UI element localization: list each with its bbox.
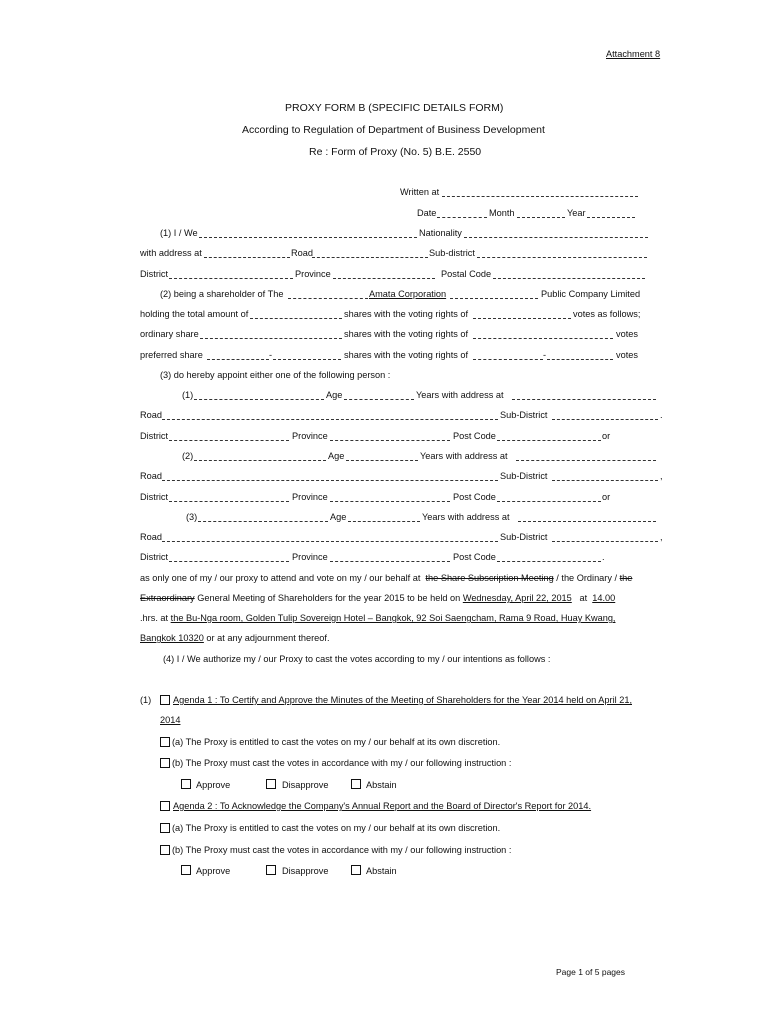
written-at-field[interactable] <box>442 196 638 197</box>
person-2-district-field[interactable] <box>169 501 289 502</box>
total-votes-field[interactable] <box>473 318 571 319</box>
meeting-venue-postcode: Bangkok 10320 <box>140 633 204 643</box>
pcl-label: Public Company Limited <box>541 289 641 299</box>
person-3-road-field[interactable] <box>162 541 498 542</box>
agenda-2-option-b-checkbox[interactable] <box>160 845 170 855</box>
sub-district-field[interactable] <box>477 257 647 258</box>
agenda-1-option-a-checkbox[interactable] <box>160 737 170 747</box>
province-label: Province <box>295 269 331 279</box>
with-address-label: with address at <box>140 248 202 258</box>
person-2-sub-district-field[interactable] <box>552 480 658 481</box>
ordinary-votes-field[interactable] <box>473 338 613 339</box>
person-2-province-label: Province <box>292 492 328 502</box>
date-field[interactable] <box>437 217 487 218</box>
month-label: Month <box>489 208 515 218</box>
agenda-2-option-b-label: (b) The Proxy must cast the votes in accordance with my / our following instruction : <box>172 845 512 855</box>
road-label: Road <box>291 248 313 258</box>
attachment-label: Attachment 8 <box>606 49 661 59</box>
person-3-period: . <box>602 552 605 562</box>
holding-total-label: holding the total amount of <box>140 309 249 319</box>
total-shares-field[interactable] <box>250 318 342 319</box>
appoint-label: (3) do hereby appoint either one of the following person : <box>160 370 391 380</box>
extraordinary-struck: Extraordinary <box>140 593 195 603</box>
page-number: Page 1 of 5 pages <box>556 967 626 977</box>
person-2-sub-district-label: Sub-District <box>500 471 548 481</box>
person-1-age-label: Age <box>326 390 343 400</box>
proxy-paragraph-line1 <box>140 572 632 584</box>
meeting-venue: the Bu-Nga room, Golden Tulip Sovereign Hotel – Bangkok, 92 Soi Saengcham, Rama 9 Road, Huay Kwang, <box>170 613 616 623</box>
person-2-or: or <box>602 492 611 502</box>
person-1-name-field[interactable] <box>194 399 324 400</box>
person-3-post-code-field[interactable] <box>497 561 601 562</box>
person-1-district-field[interactable] <box>169 440 289 441</box>
preferred-voting-label: shares with the voting rights of <box>344 350 469 360</box>
shareholder-of-label: (2) being a shareholder of The <box>160 289 284 299</box>
month-field[interactable] <box>517 217 565 218</box>
preferred-shares-field-a <box>207 359 269 360</box>
person-2-district-label: District <box>140 492 169 502</box>
agenda-2-abstain-label: Abstain <box>366 866 397 876</box>
person-1-province-field[interactable] <box>330 440 450 441</box>
preferred-share-label: preferred share <box>140 350 203 360</box>
shareholder-blank-1 <box>288 298 368 299</box>
person-2-number: (2) <box>182 451 194 461</box>
year-field[interactable] <box>587 217 635 218</box>
agenda-2-approve-label: Approve <box>196 866 231 876</box>
province-field[interactable] <box>333 278 435 279</box>
proxy-paragraph-line3 <box>140 612 615 624</box>
person-3-district-field[interactable] <box>169 561 289 562</box>
agenda-2-option-a-label: (a) The Proxy is entitled to cast the votes on my / our behalf at its own discretion. <box>172 823 501 833</box>
postal-code-field[interactable] <box>493 278 645 279</box>
person-3-sub-district-field[interactable] <box>552 541 658 542</box>
agenda-2-title: Agenda 2 : To Acknowledge the Company's Annual Report and the Board of Director's Report for 2014. <box>173 801 592 811</box>
form-subtitle-reference: Re : Form of Proxy (No. 5) B.E. 2550 <box>309 146 482 158</box>
person-2-name-field[interactable] <box>194 460 326 461</box>
share-subscription-struck: the Share Subscription Meeting <box>425 573 554 583</box>
year-label: Year <box>567 208 586 218</box>
person-3-province-label: Province <box>292 552 328 562</box>
agenda-1-approve-label: Approve <box>196 780 231 790</box>
agenda-2-abstain-checkbox[interactable] <box>351 865 361 875</box>
i-we-label: (1) I / We <box>160 228 198 238</box>
person-2-post-code-label: Post Code <box>453 492 496 502</box>
person-3-number: (3) <box>186 512 198 522</box>
ordinary-voting-label: shares with the voting rights of <box>344 329 469 339</box>
ordinary-votes-label: votes <box>616 329 638 339</box>
written-at-label: Written at <box>400 187 440 197</box>
adjournment-text: or at any adjournment thereof. <box>206 633 330 643</box>
district-field[interactable] <box>169 278 293 279</box>
person-2-age-field[interactable] <box>346 460 418 461</box>
person-3-years-label: Years with address at <box>422 512 510 522</box>
agenda-1-disapprove-label: Disapprove <box>282 780 329 790</box>
person-1-number: (1) <box>182 390 194 400</box>
preferred-shares-dash: - <box>269 350 273 360</box>
name-field[interactable] <box>199 237 417 238</box>
proxy-paragraph-line2 <box>140 592 615 604</box>
agenda-2-checkbox[interactable] <box>160 801 170 811</box>
agenda-1-option-b-label: (b) The Proxy must cast the votes in accordance with my / our following instruction : <box>172 758 512 768</box>
shareholder-blank-2 <box>450 298 538 299</box>
form-subtitle-regulation: According to Regulation of Department of Business Development <box>242 124 545 136</box>
agenda-1-abstain-label: Abstain <box>366 780 397 790</box>
person-1-road-end: . <box>660 410 663 420</box>
preferred-votes-label: votes <box>616 350 638 360</box>
person-3-name-field[interactable] <box>198 521 328 522</box>
agenda-1-option-b-checkbox[interactable] <box>160 758 170 768</box>
agenda-1-title-cont: 2014 <box>160 715 181 725</box>
sub-district-label: Sub-district <box>429 248 475 258</box>
person-2-age-label: Age <box>328 451 345 461</box>
meeting-date: Wednesday, April 22, 2015 <box>462 593 572 603</box>
agenda-1-title: Agenda 1 : To Certify and Approve the Minutes of the Meeting of Shareholders for the Year 2014 held on April 21, <box>173 695 632 705</box>
meeting-time: 14.00 <box>592 593 616 603</box>
meeting-text: General Meeting of Shareholders for the year 2015 to be held on <box>197 593 461 603</box>
nationality-label: Nationality <box>419 228 462 238</box>
person-3-age-field[interactable] <box>348 521 420 522</box>
person-1-post-code-label: Post Code <box>453 431 496 441</box>
person-1-sub-district-field[interactable] <box>552 419 658 420</box>
agenda-2-disapprove-checkbox[interactable] <box>266 865 276 875</box>
person-3-address-field[interactable] <box>518 521 656 522</box>
agenda-item-number: (1) <box>140 695 152 705</box>
nationality-field[interactable] <box>464 237 648 238</box>
person-1-sub-district-label: Sub-District <box>500 410 548 420</box>
agenda-1-approve-checkbox[interactable] <box>181 779 191 789</box>
agenda-1-option-a-label: (a) The Proxy is entitled to cast the votes on my / our behalf at its own discretion. <box>172 737 501 747</box>
person-2-province-field[interactable] <box>330 501 450 502</box>
ordinary-shares-field[interactable] <box>200 338 342 339</box>
preferred-votes-field-a <box>473 359 543 360</box>
agenda-2-option-a-checkbox[interactable] <box>160 823 170 833</box>
person-1-address-field[interactable] <box>512 399 656 400</box>
agenda-1-checkbox[interactable] <box>160 695 170 705</box>
ordinary-text: the Ordinary / <box>561 573 618 583</box>
person-1-district-label: District <box>140 431 169 441</box>
person-1-age-field[interactable] <box>344 399 414 400</box>
person-1-years-label: Years with address at <box>416 390 504 400</box>
ordinary-share-label: ordinary share <box>140 329 199 339</box>
district-label: District <box>140 269 169 279</box>
postal-code-label: Postal Code <box>441 269 492 279</box>
at-text: at <box>579 593 588 603</box>
hrs-text: .hrs. at <box>140 613 169 623</box>
person-2-road-field[interactable] <box>162 480 498 481</box>
person-3-age-label: Age <box>330 512 347 522</box>
agenda-2-disapprove-label: Disapprove <box>282 866 329 876</box>
person-2-road-label: Road <box>140 471 162 481</box>
person-2-years-label: Years with address at <box>420 451 508 461</box>
person-3-road-end: , <box>660 532 663 542</box>
person-2-road-end: , <box>660 471 663 481</box>
shares-voting-label: shares with the voting rights of <box>344 309 469 319</box>
person-1-or: or <box>602 431 611 441</box>
preferred-shares-field-b <box>273 359 341 360</box>
proxy-paragraph-line4 <box>140 632 330 644</box>
person-1-province-label: Province <box>292 431 328 441</box>
person-3-post-code-label: Post Code <box>453 552 496 562</box>
person-3-road-label: Road <box>140 532 162 542</box>
preferred-votes-field-b <box>547 359 613 360</box>
proxy-paragraph-text: as only one of my / our proxy to attend and vote on my / our behalf at <box>140 573 421 583</box>
person-2-post-code-field[interactable] <box>497 501 601 502</box>
preferred-votes-dash: - <box>543 350 547 360</box>
date-label: Date <box>417 208 437 218</box>
company-name: Amata Corporation <box>369 289 447 299</box>
person-1-road-field[interactable] <box>162 419 498 420</box>
person-1-road-label: Road <box>140 410 162 420</box>
agenda-1-disapprove-checkbox[interactable] <box>266 779 276 789</box>
address-field[interactable] <box>204 257 290 258</box>
agenda-2-approve-checkbox[interactable] <box>181 865 191 875</box>
person-3-district-label: District <box>140 552 169 562</box>
person-2-address-field[interactable] <box>516 460 656 461</box>
person-3-province-field[interactable] <box>330 561 450 562</box>
slash: / <box>556 573 559 583</box>
votes-as-follows-label: votes as follows; <box>573 309 641 319</box>
the-struck: the <box>619 573 633 583</box>
agenda-1-abstain-checkbox[interactable] <box>351 779 361 789</box>
road-field[interactable] <box>312 257 428 258</box>
form-title: PROXY FORM B (SPECIFIC DETAILS FORM) <box>285 102 504 114</box>
person-1-post-code-field[interactable] <box>497 440 601 441</box>
person-3-sub-district-label: Sub-District <box>500 532 548 542</box>
authorize-text: (4) I / We authorize my / our Proxy to cast the votes according to my / our intentions as follows : <box>163 654 551 664</box>
